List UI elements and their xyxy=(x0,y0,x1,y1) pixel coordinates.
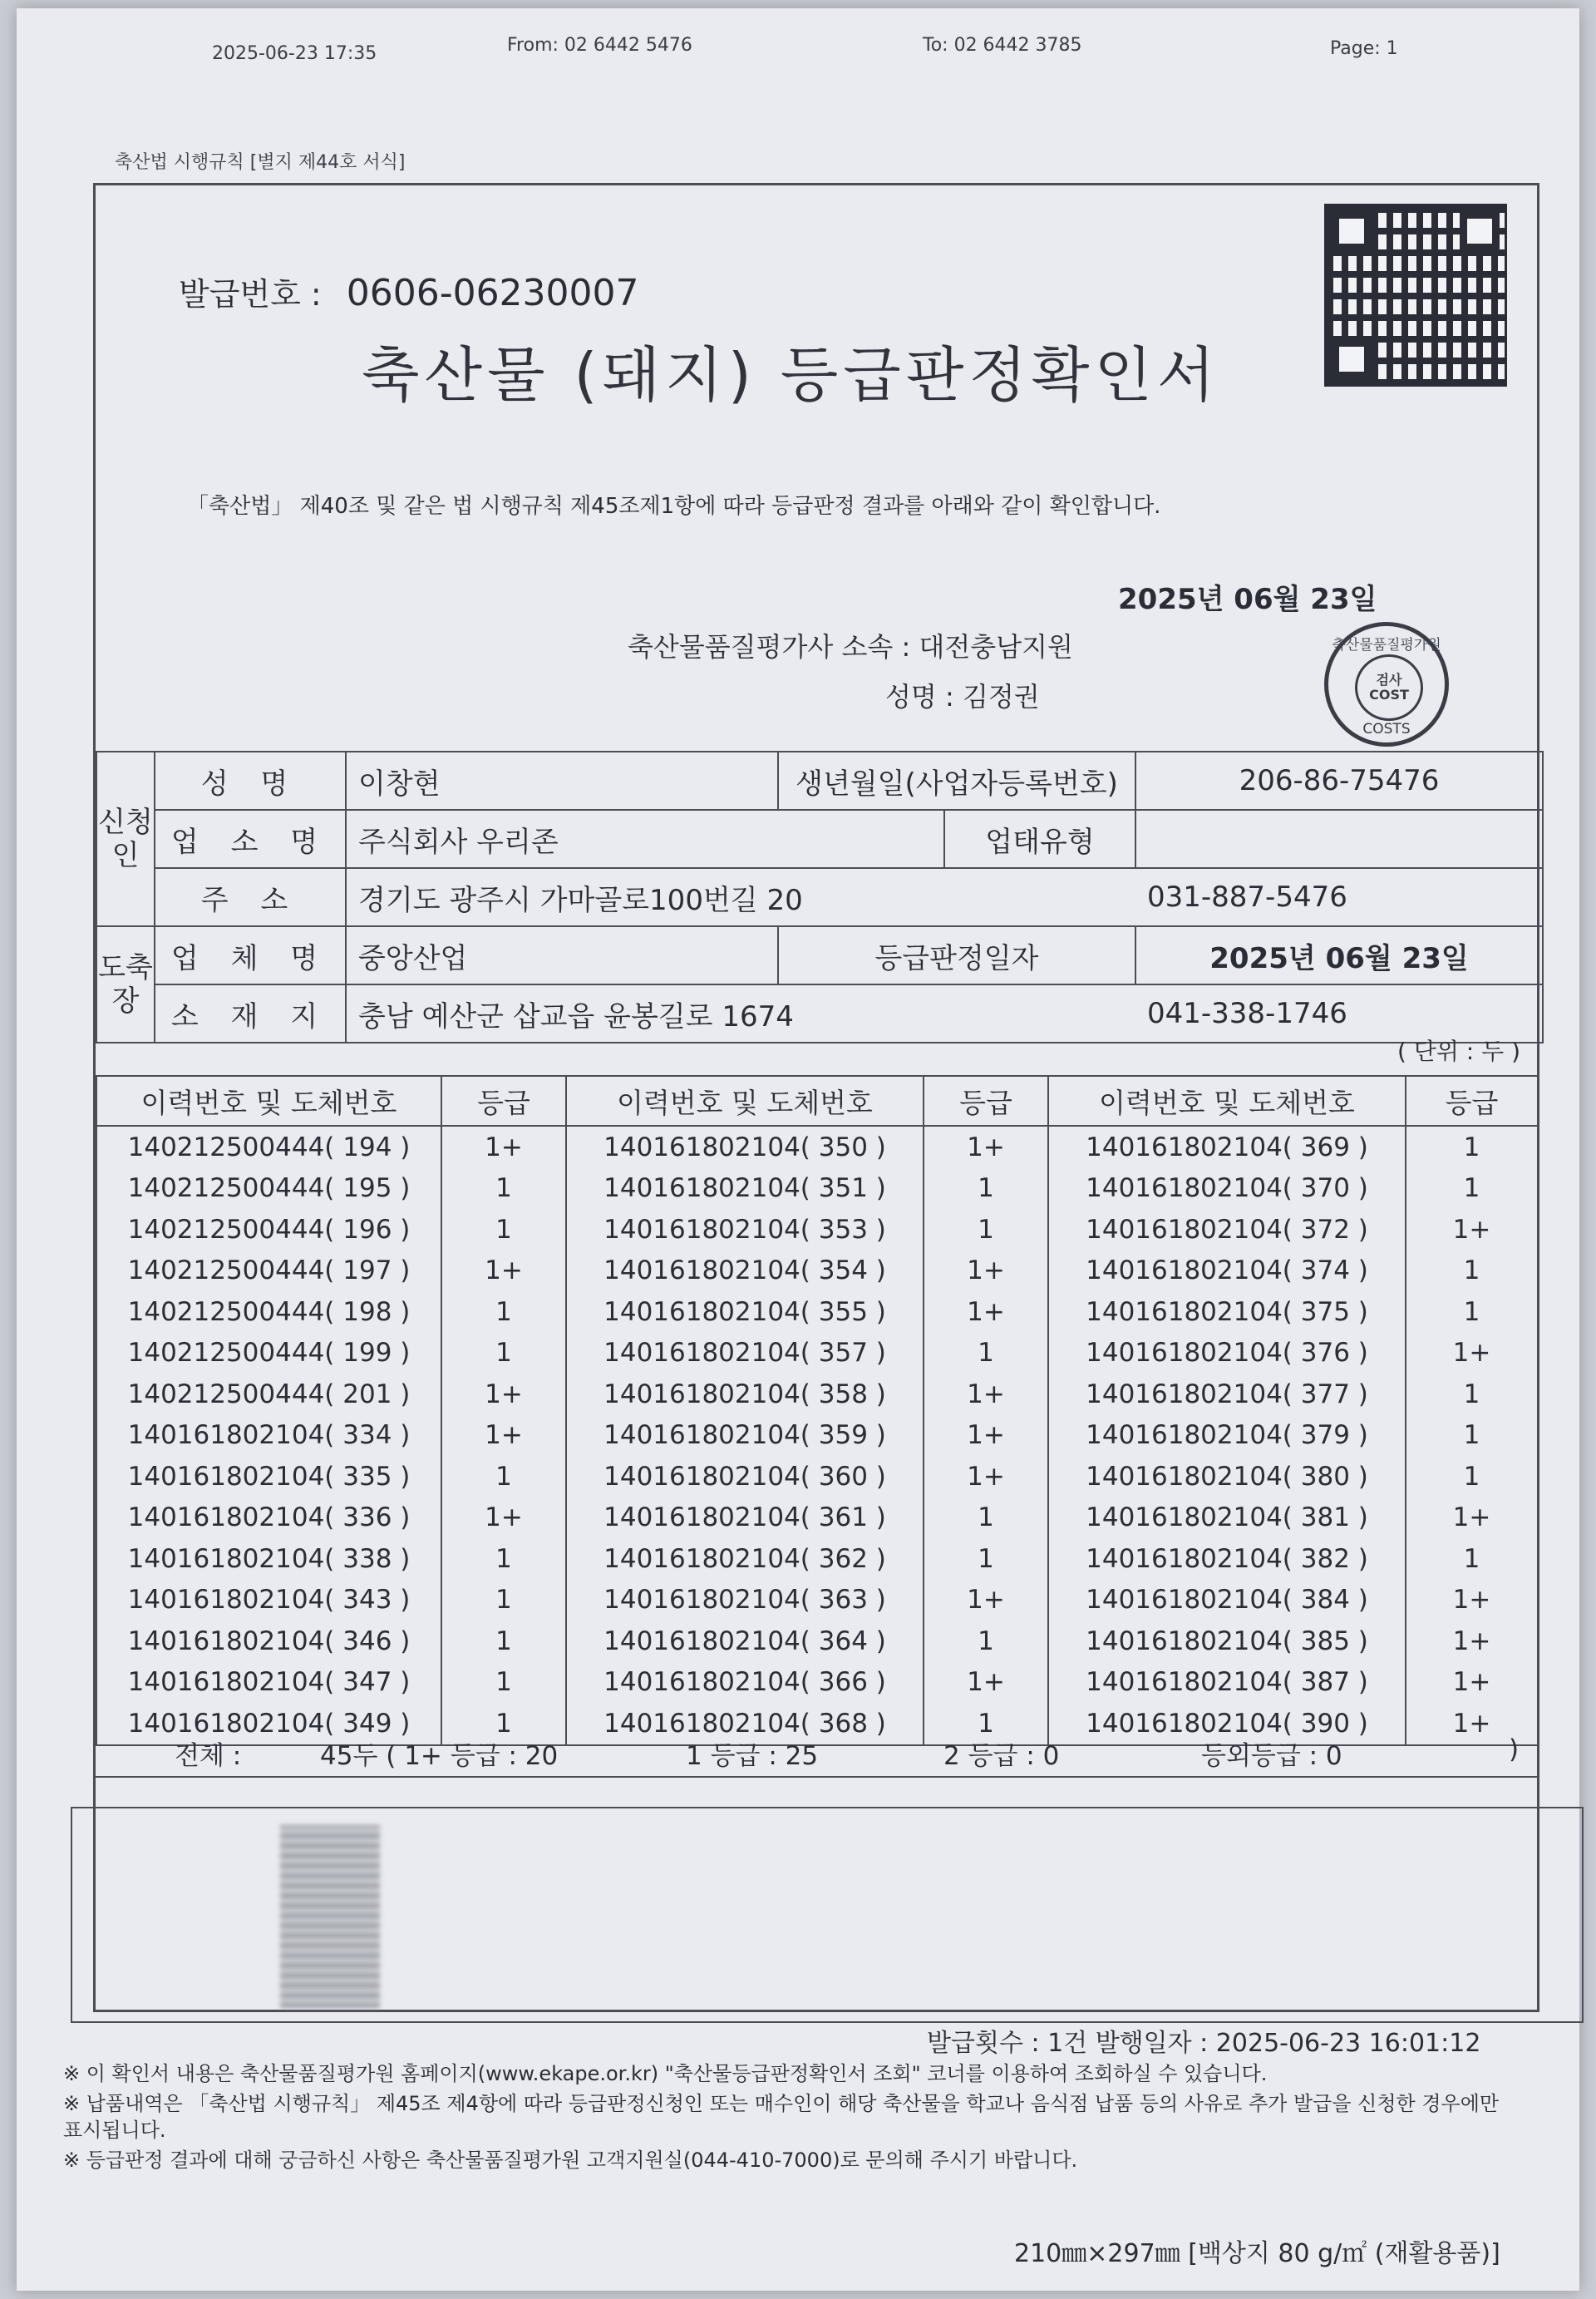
trace-number: 140212500444( 199 ) xyxy=(96,1333,441,1374)
grade-value: 1+ xyxy=(441,1374,566,1415)
trace-number: 140161802104( 336 ) xyxy=(96,1497,441,1539)
trace-number: 140161802104( 366 ) xyxy=(566,1662,924,1704)
grade-value: 1 xyxy=(1406,1415,1538,1457)
summary-total: 45두 ( 1+ 등급 : 20 xyxy=(320,1741,559,1771)
form-reference: 축산법 시행규칙 [별지 제44호 서식] xyxy=(115,152,406,173)
trace-number: 140212500444( 197 ) xyxy=(96,1251,441,1292)
trace-number: 140161802104( 369 ) xyxy=(1048,1126,1406,1168)
trace-number: 140161802104( 370 ) xyxy=(1048,1168,1406,1210)
business-type xyxy=(1135,810,1543,868)
applicant-name-label: 성 명 xyxy=(155,752,346,810)
table-row xyxy=(96,1415,1538,1457)
applicant-phone: 031-887-5476 xyxy=(1135,868,1543,926)
trace-header: 이력번호 및 도체번호 xyxy=(566,1076,924,1126)
certificate-frame xyxy=(93,183,1539,2012)
applicant-info-table xyxy=(96,751,1544,1043)
grade-value: 1 xyxy=(924,1333,1048,1374)
qr-finder-icon xyxy=(1460,211,1500,251)
grade-header: 등급 xyxy=(441,1076,566,1126)
trace-number: 140161802104( 385 ) xyxy=(1048,1621,1406,1662)
slaughterhouse-location: 충남 예산군 삽교읍 윤봉길로 1674 xyxy=(346,984,1135,1043)
document-title: 축산물 (돼지) 등급판정확인서 xyxy=(362,340,1220,410)
grade-value: 1+ xyxy=(924,1126,1048,1168)
trace-number: 140161802104( 358 ) xyxy=(566,1374,924,1415)
grade-value: 1+ xyxy=(441,1497,566,1539)
business-name: 주식회사 우리존 xyxy=(346,810,944,868)
table-row xyxy=(96,1580,1538,1621)
business-type-label: 업태유형 xyxy=(944,810,1135,868)
grade-value: 1 xyxy=(924,1497,1048,1539)
trace-number: 140161802104( 346 ) xyxy=(96,1621,441,1662)
summary-total-label: 전체 : xyxy=(175,1741,242,1771)
grade-table-header xyxy=(96,1076,1538,1126)
grade-value: 1+ xyxy=(1406,1497,1538,1539)
applicant-section-label: 신청인 xyxy=(96,752,155,926)
trace-number: 140161802104( 359 ) xyxy=(566,1415,924,1457)
fax-timestamp: 2025-06-23 17:35 xyxy=(212,43,377,64)
table-row xyxy=(96,1497,1538,1539)
grade-value: 1 xyxy=(1406,1374,1538,1415)
legal-statement: 「축산법」 제40조 및 같은 법 시행규칙 제45조제1항에 따라 등급판정 결과를 아래와 같이 확인합니다. xyxy=(187,494,1161,519)
trace-number: 140161802104( 376 ) xyxy=(1048,1333,1406,1374)
grade-value: 1+ xyxy=(441,1126,566,1168)
issue-date: 2025년 06월 23일 xyxy=(1118,583,1377,616)
trace-number: 140161802104( 361 ) xyxy=(566,1497,924,1539)
grade-value: 1+ xyxy=(924,1374,1048,1415)
fax-from: From: 02 6442 5476 xyxy=(507,35,692,56)
stamp-area xyxy=(71,1807,1584,2023)
grade-value: 1 xyxy=(1406,1251,1538,1292)
grade-value: 1 xyxy=(441,1168,566,1210)
trace-number: 140212500444( 201 ) xyxy=(96,1374,441,1415)
blurred-image xyxy=(280,1825,380,2008)
issue-info: 발급횟수 : 1건 발행일자 : 2025-06-23 16:01:12 xyxy=(927,2029,1481,2058)
slaughterhouse-section-label: 도축장 xyxy=(96,926,155,1043)
trace-header: 이력번호 및 도체번호 xyxy=(1048,1076,1406,1126)
trace-number: 140161802104( 368 ) xyxy=(566,1703,924,1745)
grade-value: 1+ xyxy=(924,1415,1048,1457)
grade-value: 1 xyxy=(441,1703,566,1745)
grading-date: 2025년 06월 23일 xyxy=(1135,926,1543,984)
grade-value: 1+ xyxy=(1406,1703,1538,1745)
trace-number: 140161802104( 377 ) xyxy=(1048,1374,1406,1415)
qr-finder-icon xyxy=(1332,211,1372,251)
document-page xyxy=(17,8,1579,2291)
table-row xyxy=(96,1621,1538,1662)
grade-value: 1+ xyxy=(924,1291,1048,1333)
grade-value: 1 xyxy=(924,1703,1048,1745)
trace-number: 140161802104( 381 ) xyxy=(1048,1497,1406,1539)
trace-number: 140161802104( 357 ) xyxy=(566,1333,924,1374)
grade-value: 1 xyxy=(441,1209,566,1251)
trace-number: 140161802104( 343 ) xyxy=(96,1580,441,1621)
table-row xyxy=(96,1291,1538,1333)
grade-value: 1+ xyxy=(1406,1580,1538,1621)
grade-value: 1 xyxy=(924,1621,1048,1662)
grade-value: 1 xyxy=(1406,1168,1538,1210)
issue-number xyxy=(179,269,639,314)
table-row xyxy=(96,1333,1538,1374)
note-1: ※ 이 확인서 내용은 축산물품질평가원 홈페이지(www.ekape.or.kr) "축산물등급판정확인서 조회" 코너를 이용하여 조회하실 수 있습니다. xyxy=(63,2062,1268,2085)
grade-table xyxy=(96,1075,1539,1746)
unit-label: ( 단위 : 두 ) xyxy=(1396,1038,1520,1065)
trace-header: 이력번호 및 도체번호 xyxy=(96,1076,441,1126)
grade-value: 1+ xyxy=(1406,1662,1538,1704)
trace-number: 140161802104( 354 ) xyxy=(566,1251,924,1292)
qr-code-icon xyxy=(1324,204,1507,387)
trace-number: 140212500444( 196 ) xyxy=(96,1209,441,1251)
location-label: 소 재 지 xyxy=(155,984,346,1043)
grade-value: 1 xyxy=(441,1538,566,1580)
seal-top-text: 축산물품질평가원 xyxy=(1332,637,1441,654)
grade-table-body xyxy=(96,1126,1538,1745)
trace-number: 140161802104( 349 ) xyxy=(96,1703,441,1745)
trace-number: 140161802104( 360 ) xyxy=(566,1456,924,1497)
inspector-affiliation: 축산물품질평가사 소속 : 대전충남지원 xyxy=(628,631,1073,663)
grade-value: 1+ xyxy=(924,1456,1048,1497)
notes xyxy=(63,2060,1510,2177)
trace-number: 140212500444( 194 ) xyxy=(96,1126,441,1168)
grade-value: 1 xyxy=(441,1291,566,1333)
trace-number: 140161802104( 350 ) xyxy=(566,1126,924,1168)
seal-center-text: 검사 COST xyxy=(1355,654,1423,721)
fax-header xyxy=(17,32,1579,81)
trace-number: 140161802104( 390 ) xyxy=(1048,1703,1406,1745)
grade-value: 1 xyxy=(924,1538,1048,1580)
grade-value: 1 xyxy=(1406,1291,1538,1333)
trace-number: 140161802104( 374 ) xyxy=(1048,1251,1406,1292)
company-label: 업 체 명 xyxy=(155,926,346,984)
note-3: ※ 등급판정 결과에 대해 궁금하신 사항은 축산물품질평가원 고객지원실(044-410-7000)로 문의해 주시기 바랍니다. xyxy=(63,2149,1078,2172)
grade-value: 1+ xyxy=(1406,1333,1538,1374)
trace-number: 140161802104( 363 ) xyxy=(566,1580,924,1621)
trace-number: 140161802104( 355 ) xyxy=(566,1291,924,1333)
trace-number: 140161802104( 335 ) xyxy=(96,1456,441,1497)
table-row xyxy=(96,1374,1538,1415)
table-row xyxy=(96,1662,1538,1704)
grade-value: 1 xyxy=(924,1209,1048,1251)
official-seal xyxy=(1324,622,1449,747)
grade-value: 1+ xyxy=(924,1251,1048,1292)
grade-value: 1+ xyxy=(924,1662,1048,1704)
trace-number: 140161802104( 351 ) xyxy=(566,1168,924,1210)
issue-number-value: 0606-06230007 xyxy=(346,272,639,314)
trace-number: 140161802104( 382 ) xyxy=(1048,1538,1406,1580)
fax-to: To: 02 6442 3785 xyxy=(923,35,1082,56)
trace-number: 140161802104( 338 ) xyxy=(96,1538,441,1580)
slaughterhouse-company: 중앙산업 xyxy=(346,926,778,984)
applicant-name: 이창현 xyxy=(346,752,778,810)
trace-number: 140161802104( 379 ) xyxy=(1048,1415,1406,1457)
address-label: 주 소 xyxy=(155,868,346,926)
grade-value: 1 xyxy=(924,1168,1048,1210)
table-row xyxy=(96,1538,1538,1580)
grade-header: 등급 xyxy=(1406,1076,1538,1126)
table-row xyxy=(96,1209,1538,1251)
grade-value: 1 xyxy=(441,1662,566,1704)
grade-summary xyxy=(96,1719,1537,1778)
summary-grade2: 2 등급 : 0 xyxy=(943,1741,1060,1771)
grade-value: 1+ xyxy=(924,1580,1048,1621)
qr-finder-icon xyxy=(1332,339,1372,379)
fax-page: Page: 1 xyxy=(1330,38,1398,59)
table-row xyxy=(96,1251,1538,1292)
trace-number: 140161802104( 384 ) xyxy=(1048,1580,1406,1621)
issue-number-label: 발급번호 : xyxy=(179,276,322,313)
applicant-address: 경기도 광주시 가마골로100번길 20 xyxy=(346,868,1135,926)
business-name-label: 업 소 명 xyxy=(155,810,346,868)
grade-value: 1+ xyxy=(1406,1209,1538,1251)
trace-number: 140161802104( 387 ) xyxy=(1048,1662,1406,1704)
seal-bottom-text: COSTS xyxy=(1362,721,1411,738)
grade-value: 1 xyxy=(441,1456,566,1497)
slaughterhouse-phone: 041-338-1746 xyxy=(1135,984,1543,1043)
trace-number: 140161802104( 334 ) xyxy=(96,1415,441,1457)
grade-value: 1 xyxy=(1406,1126,1538,1168)
table-row xyxy=(96,1456,1538,1497)
summary-grade1: 1 등급 : 25 xyxy=(686,1741,819,1771)
table-row xyxy=(96,1126,1538,1168)
birth-value: 206-86-75476 xyxy=(1135,752,1543,810)
summary-other: 등외등급 : 0 xyxy=(1201,1741,1342,1771)
grade-value: 1 xyxy=(441,1580,566,1621)
trace-number: 140161802104( 364 ) xyxy=(566,1621,924,1662)
grade-value: 1 xyxy=(441,1621,566,1662)
grade-value: 1+ xyxy=(1406,1621,1538,1662)
summary-close: ) xyxy=(1509,1734,1520,1764)
birth-label: 생년월일(사업자등록번호) xyxy=(778,752,1135,810)
grade-value: 1 xyxy=(1406,1538,1538,1580)
trace-number: 140212500444( 195 ) xyxy=(96,1168,441,1210)
grade-value: 1+ xyxy=(441,1415,566,1457)
trace-number: 140161802104( 380 ) xyxy=(1048,1456,1406,1497)
paper-spec: 210㎜×297㎜ [백상지 80 g/㎡ (재활용품)] xyxy=(1014,2239,1500,2268)
grade-value: 1 xyxy=(1406,1456,1538,1497)
inspector-name: 성명 : 김정권 xyxy=(885,681,1040,713)
grade-header: 등급 xyxy=(924,1076,1048,1126)
note-2: ※ 납품내역은 「축산법 시행규칙」 제45조 제4항에 따라 등급판정신청인 또는 매수인이 해당 축산물을 학교나 음식점 납품 등의 사유로 추가 발급을 신청한 경우에만 표시됩니다. xyxy=(63,2092,1500,2142)
trace-number: 140212500444( 198 ) xyxy=(96,1291,441,1333)
trace-number: 140161802104( 372 ) xyxy=(1048,1209,1406,1251)
trace-number: 140161802104( 362 ) xyxy=(566,1538,924,1580)
table-row xyxy=(96,1168,1538,1210)
grade-value: 1+ xyxy=(441,1251,566,1292)
grading-date-label: 등급판정일자 xyxy=(778,926,1135,984)
trace-number: 140161802104( 353 ) xyxy=(566,1209,924,1251)
trace-number: 140161802104( 347 ) xyxy=(96,1662,441,1704)
trace-number: 140161802104( 375 ) xyxy=(1048,1291,1406,1333)
grade-value: 1 xyxy=(441,1333,566,1374)
